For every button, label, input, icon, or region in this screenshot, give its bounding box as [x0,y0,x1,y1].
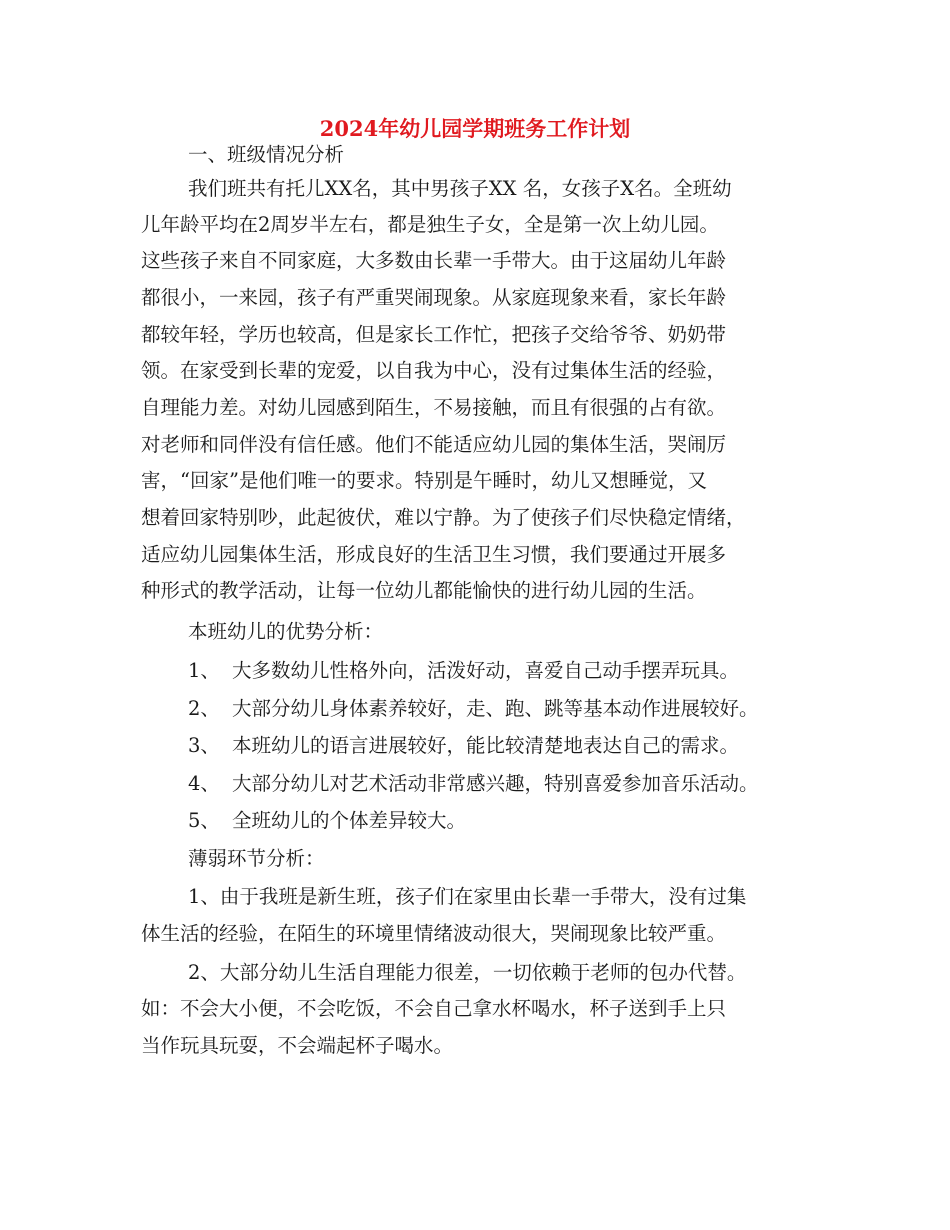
paragraph-line: 自理能力差。对幼儿园感到陌生，不易接触，而且有很强的占有欲。 [141,396,727,419]
paragraph-line: 我们班共有托儿XX名，其中男孩子XX 名，女孩子X名。全班幼 [188,177,732,200]
paragraph-line: 领。在家受到长辈的宠爱，以自我为中心，没有过集体生活的经验， [141,359,727,382]
paragraph-line: 体生活的经验，在陌生的环境里情绪波动很大，哭闹现象比较严重。 [141,922,727,945]
page-title: 2024年幼儿园学期班务工作计划 [319,116,631,141]
paragraph-line: 都较年轻，学历也较高，但是家长工作忙，把孩子交给爷爷、奶奶带 [141,323,727,346]
paragraph-line: 如：不会大小便，不会吃饭，不会自己拿水杯喝水，杯子送到手上只 [141,997,727,1020]
paragraph-line: 适应幼儿园集体生活，形成良好的生活卫生习惯，我们要通过开展多 [141,543,727,566]
paragraph-line: 1、由于我班是新生班，孩子们在家里由长辈一手带大，没有过集 [188,885,747,908]
list-item [188,656,868,686]
list-item [188,694,868,724]
list-item [188,806,868,836]
list-item-text: 本班幼儿的语言进展较好，能比较清楚地表达自己的需求。 [232,734,740,757]
list-item-text: 全班幼儿的个体差异较大。 [232,809,467,832]
weak-points-heading: 薄弱环节分析： [188,847,325,870]
list-item [188,769,868,799]
paragraph-line: 害，“回家”是他们唯一的要求。特别是午睡时，幼儿又想睡觉，又 [141,469,707,492]
paragraph-line: 儿年龄平均在2周岁半左右，都是独生子女，全是第一次上幼儿园。 [141,213,719,236]
list-item-number: 5、 [188,809,220,832]
list-item-text: 大部分幼儿身体素养较好，走、跑、跳等基本动作进展较好。 [232,697,759,720]
section-heading: 一、班级情况分析 [188,143,345,166]
paragraph-line: 对老师和同伴没有信任感。他们不能适应幼儿园的集体生活，哭闹厉 [141,433,727,456]
advantages-heading: 本班幼儿的优势分析： [188,620,384,643]
list-item [188,731,868,761]
paragraph-line: 当作玩具玩耍，不会端起杯子喝水。 [141,1034,454,1057]
paragraph-line: 想着回家特别吵，此起彼伏，难以宁静。为了使孩子们尽快稳定情绪， [141,506,746,529]
list-item-number: 1、 [188,659,220,682]
paragraph-line: 这些孩子来自不同家庭，大多数由长辈一手带大。由于这届幼儿年龄 [141,249,727,272]
list-item-text: 大部分幼儿对艺术活动非常感兴趣，特别喜爱参加音乐活动。 [232,772,759,795]
list-item-number: 2、 [188,697,220,720]
list-item-number: 4、 [188,772,220,795]
list-item-text: 大多数幼儿性格外向，活泼好动，喜爱自己动手摆弄玩具。 [232,659,740,682]
list-item-number: 3、 [188,734,220,757]
paragraph-line: 都很小，一来园，孩子有严重哭闹现象。从家庭现象来看，家长年龄 [141,286,727,309]
paragraph-line: 种形式的教学活动，让每一位幼儿都能愉快的进行幼儿园的生活。 [141,579,707,602]
paragraph-line: 2、大部分幼儿生活自理能力很差，一切依赖于老师的包办代替。 [188,961,747,984]
